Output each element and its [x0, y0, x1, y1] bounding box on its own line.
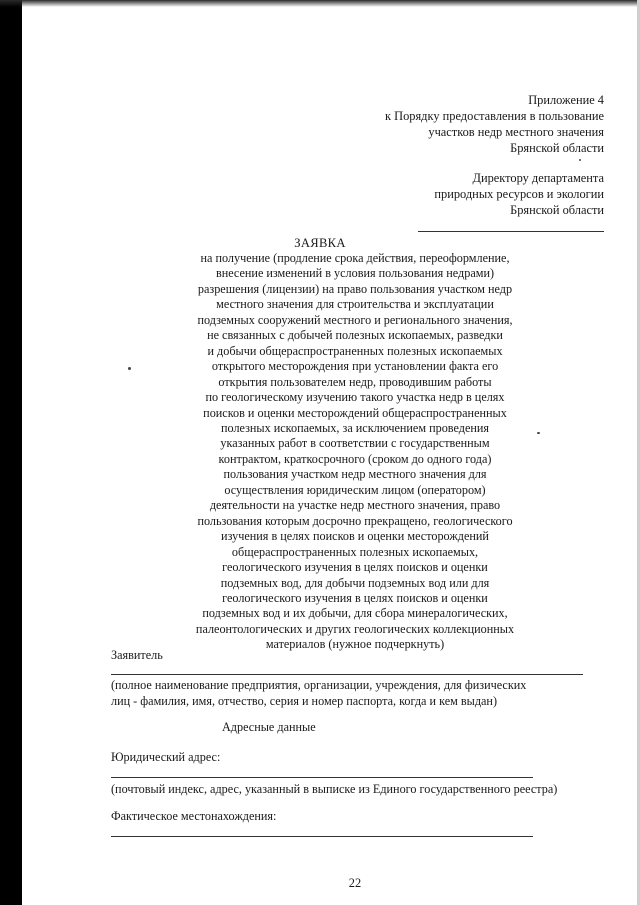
body-line: контрактом, краткосрочного (сроком до одного года)	[218, 451, 492, 466]
body-line: полезных ископаемых, за исключением проведения	[220, 420, 490, 435]
legal-address-hint-line: (почтовый индекс, адрес, указанный в выписке из Единого государственного реестра)	[111, 782, 558, 796]
appendix-line: Приложение 4	[528, 93, 604, 107]
body-line: геологического изучения в целях поисков и оценки	[222, 560, 488, 575]
scan-speck	[128, 367, 131, 370]
body-line: открытого месторождения при установлении факта его	[211, 359, 499, 374]
body-line: открытия пользователем недр, проводившим работы	[218, 374, 492, 389]
body-line: местного значения для строительства и эксплуатации	[216, 297, 494, 312]
addressee-signature-line	[418, 230, 604, 232]
addressee-line: Директору департамента	[472, 171, 604, 185]
body-line: подземных сооружений местного и регионального значения,	[197, 312, 513, 327]
body-line: внесение изменений в условия пользования недрами)	[215, 266, 495, 281]
applicant-hint-line: лиц - фамилия, имя, отчество, серия и номер паспорта, когда и кем выдан)	[111, 694, 498, 708]
document-title: ЗАЯВКА	[294, 236, 346, 250]
body-line: геологического изучения в целях поисков и оценки	[222, 590, 488, 605]
actual-location-field-line[interactable]	[111, 836, 533, 837]
page-number: 22	[348, 876, 362, 890]
body-line: общераспространенных полезных ископаемых,	[231, 544, 479, 559]
applicant-field-line[interactable]	[111, 674, 583, 675]
body-line: пользования участком недр местного значения для	[223, 467, 487, 482]
body-line: изучения в целях поисков и оценки месторождений	[221, 529, 489, 544]
address-section-title: Адресные данные	[222, 720, 316, 734]
body-line: подземных вод и их добычи, для сбора минералогических,	[202, 606, 508, 621]
body-line: указанных работ в соответствии с государственным	[220, 436, 490, 451]
scan-speck	[537, 432, 540, 434]
addressee-line: природных ресурсов и экологии	[434, 187, 604, 201]
request-description	[150, 251, 560, 653]
legal-address-field-line[interactable]	[111, 777, 533, 778]
applicant-hint-line: (полное наименование предприятия, организации, учреждения, для физических	[111, 678, 527, 692]
body-line: поисков и оценки месторождений общераспространенных	[203, 405, 507, 420]
actual-location-label: Фактическое местонахождения:	[111, 809, 277, 823]
body-line: палеонтологических и других геологических коллекционных	[195, 621, 515, 636]
legal-address-label: Юридический адрес:	[111, 750, 221, 764]
scan-border-top	[0, 0, 640, 7]
body-line: деятельности на участке недр местного значения, право	[209, 498, 501, 513]
body-line: по геологическому изучению такого участка недр в целях	[205, 390, 505, 405]
body-line: материалов (нужное подчеркнуть)	[265, 637, 445, 652]
body-line: разрешения (лицензии) на право пользования участком недр	[197, 281, 513, 296]
scan-speck	[579, 159, 581, 161]
applicant-hint	[111, 677, 526, 709]
body-line: не связанных с добычей полезных ископаемых, разведки	[207, 328, 503, 343]
addressee-line: Брянской области	[510, 203, 604, 217]
appendix-line: Брянской области	[510, 141, 604, 155]
body-line: осуществления юридическим лицом (оператором)	[224, 482, 486, 497]
legal-address-hint	[111, 781, 557, 797]
body-line: пользования которым досрочно прекращено, геологического	[197, 513, 513, 528]
header-block	[304, 92, 604, 232]
addressee	[304, 170, 604, 218]
body-line: и добычи общераспространенных полезных ископаемых	[207, 343, 503, 358]
body-line: подземных вод, для добычи подземных вод или для	[220, 575, 490, 590]
scan-border-left	[0, 0, 22, 905]
appendix-line: участков недр местного значения	[428, 125, 604, 139]
body-line: на получение (продление срока действия, переоформление,	[200, 251, 510, 265]
appendix-reference	[304, 92, 604, 156]
applicant-label: Заявитель	[111, 648, 163, 662]
appendix-line: к Порядку предоставления в пользование	[385, 109, 604, 123]
